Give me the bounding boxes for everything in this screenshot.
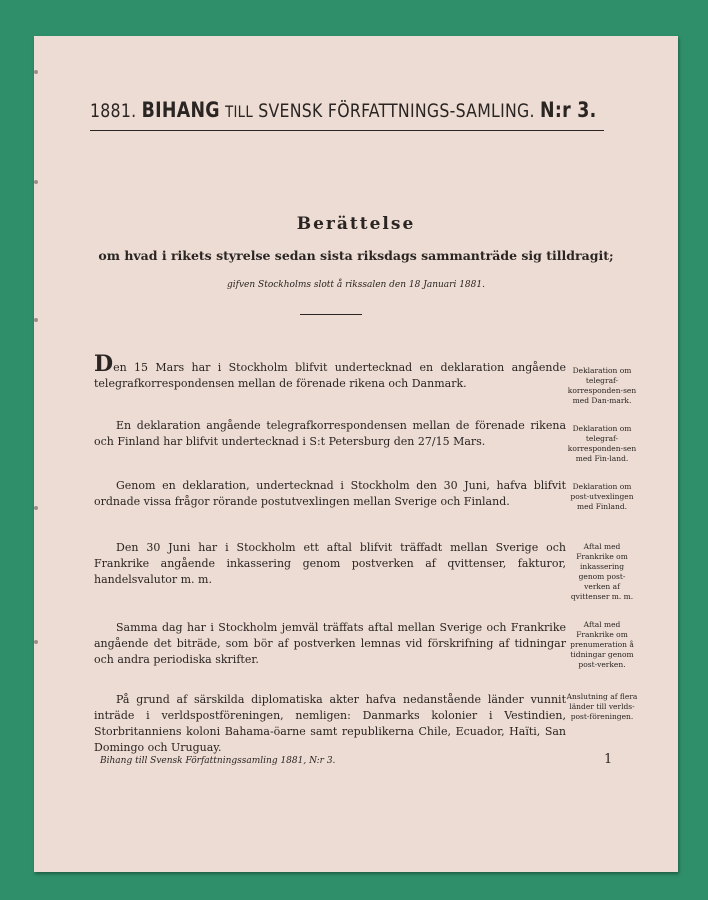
document-subtitle: om hvad i rikets styrelse sedan sista riksdags sammanträde sig tilldragit; (98, 248, 614, 263)
paragraph: Samma dag har i Stockholm jemväl träffats aftal mellan Sverige och Frankrike angående det biträde, som bör af postverken lemnas vid förskrifning af tidningar och andra periodiska skrifter. (94, 621, 566, 666)
paragraph (94, 351, 566, 392)
drop-cap: D (94, 351, 114, 377)
header-year: 1881. (90, 100, 137, 122)
margin-note: Anslutning af flera länder till verlds-post-föreningen. (566, 692, 638, 721)
margin-note: Deklaration om telegraf-korresponden-sen med Fin-land. (567, 424, 637, 463)
page-header (90, 98, 597, 122)
margin-note: Deklaration om telegraf-korresponden-sen med Dan-mark. (567, 366, 637, 405)
paragraph: På grund af särskilda diplomatiska akter hafva nedanstående länder vunnit inträde i verldspostföreningen, nemligen: Danmarks kolonier i Vestindien, Storbritanniens koloni Bahama-öarne samt republikerna Chile, Ecuador, Haïti, San Domingo och Uruguay. (94, 693, 566, 754)
margin-note: Aftal med Frankrike om inkassering genom post-verken af qvittenser m. m. (570, 542, 634, 601)
binding-hole (34, 70, 38, 74)
dateline: gifven Stockholms slott å rikssalen den 18 Januari 1881. (227, 280, 485, 290)
header-title: SVENSK FÖRFATTNINGS-SAMLING. (258, 100, 535, 122)
document-title: Berättelse (296, 214, 416, 234)
binding-hole (34, 318, 38, 322)
paragraph: En deklaration angående telegrafkorrespondensen mellan de förenade rikena och Finland har blifvit undertecknad i S:t Petersburg den 27/15 Mars. (94, 419, 566, 448)
document-page (34, 36, 678, 872)
footer-citation: Bihang till Svensk Författningssamling 1881, N:r 3. (100, 756, 336, 766)
header-rule (90, 130, 604, 131)
paragraph: Den 30 Juni har i Stockholm ett aftal blifvit träffadt mellan Sverige och Frankrike angående inkassering genom postverken af qvittenser, fakturor, handelsvalutor m. m. (94, 541, 566, 586)
header-bihang: BIHANG (141, 98, 220, 122)
header-number: N:r 3. (540, 98, 597, 122)
binding-hole (34, 506, 38, 510)
section-divider (300, 314, 362, 315)
paragraph: Genom en deklaration, undertecknad i Stockholm den 30 Juni, hafva blifvit ordnade vissa frågor rörande postutvexlingen mellan Sverige och Finland. (94, 479, 566, 508)
binding-hole (34, 180, 38, 184)
margin-note: Deklaration om post-utvexlingen med Finland. (570, 482, 634, 511)
paragraph-text: en 15 Mars har i Stockholm blifvit undertecknad en deklaration angående telegrafkorrespondensen mellan de förenade rikena och Danmark. (94, 361, 566, 390)
header-till: TILL (225, 102, 253, 121)
binding-hole (34, 640, 38, 644)
page-number: 1 (604, 752, 613, 767)
margin-note: Aftal med Frankrike om prenumeration å tidningar genom post-verken. (570, 620, 634, 669)
